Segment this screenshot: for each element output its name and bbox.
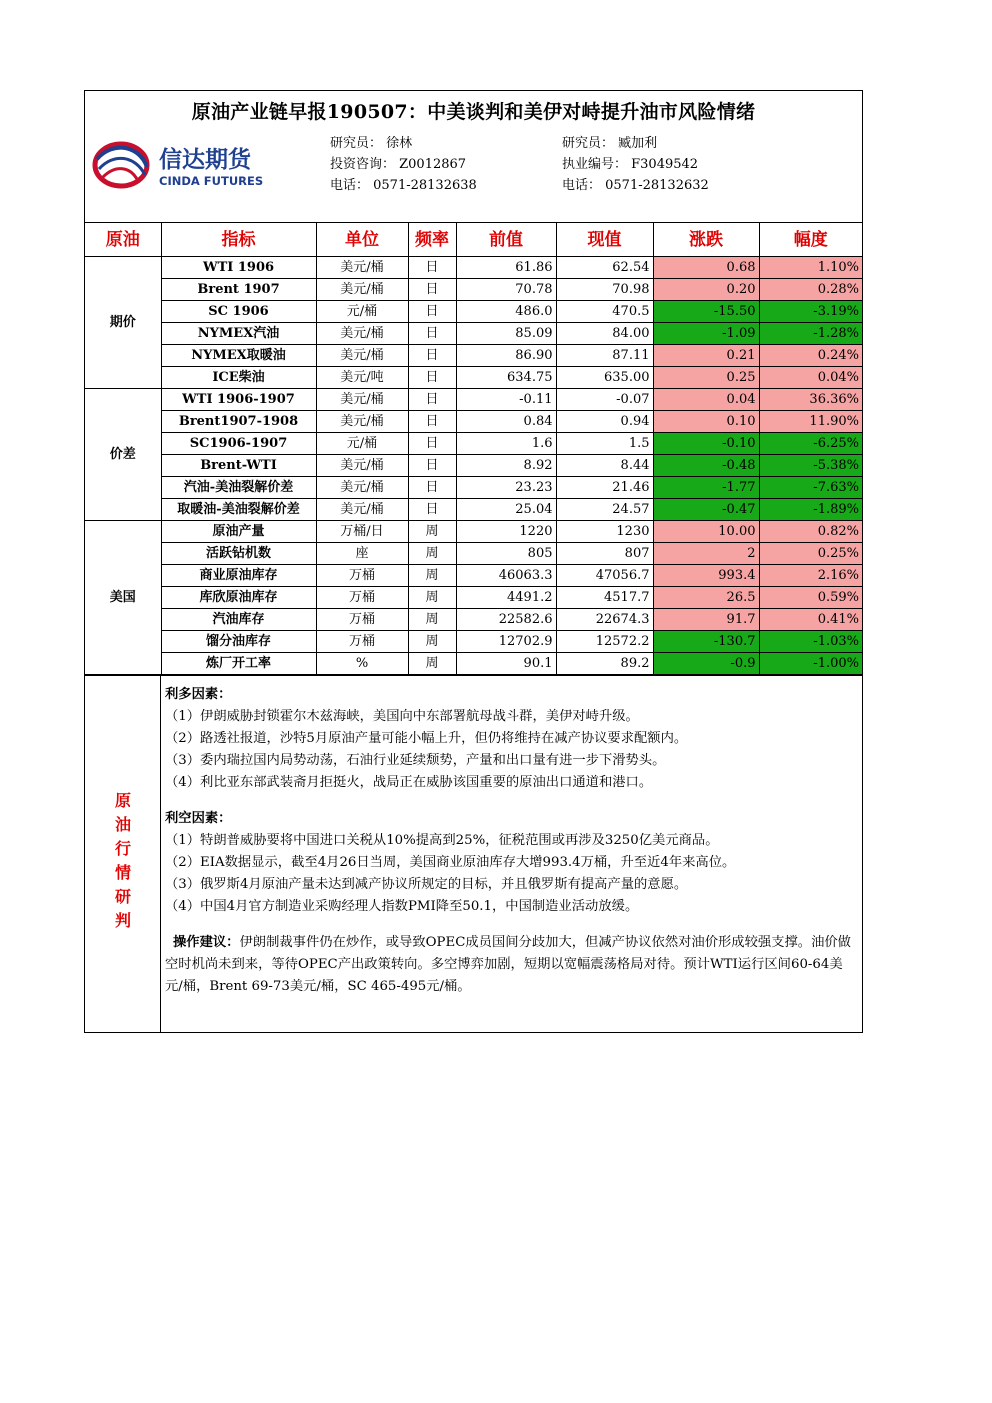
previous-value: 4491.2 [456,587,556,609]
change-percent: -1.03% [759,631,862,653]
change-value: 0.21 [653,345,759,367]
logo-text-en: CINDA FUTURES [159,174,264,188]
change-percent: 0.28% [759,279,862,301]
change-percent: -1.89% [759,499,862,521]
group-label: 期价 [85,257,161,389]
frequency-cell: 周 [408,609,456,631]
table-row [85,389,862,411]
table-row [85,477,862,499]
previous-value: 90.1 [456,653,556,675]
analysis-label: 原 油 行 情 研 判 [114,791,131,930]
current-value: 8.44 [556,455,653,477]
current-value: 70.98 [556,279,653,301]
change-percent: 0.82% [759,521,862,543]
analysis-body [165,684,860,998]
indicator-name: 活跃钻机数 [161,543,316,565]
column-header: 幅度 [759,223,862,257]
indicator-name: Brent1907-1908 [161,411,316,433]
table-row [85,499,862,521]
unit-cell: 万桶 [316,609,408,631]
bull-factors-title: 利多因素： [165,687,232,702]
trading-advice [165,932,860,998]
indicator-name: 库欣原油库存 [161,587,316,609]
unit-cell: 元/桶 [316,301,408,323]
unit-cell: 美元/桶 [316,279,408,301]
frequency-cell: 日 [408,411,456,433]
change-percent: -1.00% [759,653,862,675]
group-label: 价差 [85,389,161,521]
report-sheet [84,90,863,1033]
group-label: 美国 [85,521,161,675]
table-row [85,301,862,323]
indicator-name: 汽油库存 [161,609,316,631]
researcher-1-phone: 电话： 0571-28132638 [330,178,477,193]
table-row [85,433,862,455]
change-value: 10.00 [653,521,759,543]
trading-advice-text: 伊朗制裁事件仍在炒作，或导致OPEC成员国间分歧加大，但减产协议依然对油价形成较强支撑。油价做空时机尚未到来，等待OPEC产出政策转向。多空博弈加剧，短期以宽幅震荡格局对待。预计WTI运行区间60-64美元/桶，Brent 69-73美元/桶，SC 465-495元/桶。 [165,935,851,994]
unit-cell: 座 [316,543,408,565]
previous-value: 1220 [456,521,556,543]
change-percent: 0.04% [759,367,862,389]
previous-value: 12702.9 [456,631,556,653]
column-header: 原油 [85,223,161,257]
change-percent: 0.25% [759,543,862,565]
researcher-2-phone: 电话： 0571-28132632 [562,178,709,193]
indicator-name: NYMEX汽油 [161,323,316,345]
unit-cell: 美元/桶 [316,257,408,279]
researcher-2-contact [562,133,709,196]
table-row [85,323,862,345]
unit-cell: 美元/桶 [316,411,408,433]
bear-factor-2: （2）EIA数据显示，截至4月26日当周，美国商业原油库存大增993.4万桶，升至近4年来高位。 [165,855,736,870]
previous-value: 1.6 [456,433,556,455]
previous-value: 61.86 [456,257,556,279]
change-percent: -7.63% [759,477,862,499]
previous-value: 805 [456,543,556,565]
researcher-1-license: 投资咨询： Z0012867 [330,157,467,172]
unit-cell: 万桶 [316,587,408,609]
indicator-name: WTI 1906 [161,257,316,279]
change-percent: -3.19% [759,301,862,323]
indicator-name: WTI 1906-1907 [161,389,316,411]
change-percent: -1.28% [759,323,862,345]
change-percent: 0.59% [759,587,862,609]
report-title: 原油产业链早报190507：中美谈判和美伊对峙提升油市风险情绪 [191,101,756,123]
cinda-logo [91,137,281,193]
indicator-name: SC 1906 [161,301,316,323]
table-row [85,609,862,631]
table-row [85,653,862,675]
current-value: 87.11 [556,345,653,367]
frequency-cell: 日 [408,345,456,367]
indicator-name: SC1906-1907 [161,433,316,455]
change-value: 993.4 [653,565,759,587]
bear-factor-1: （1）特朗普威胁要将中国进口关税从10%提高到25%，征税范围或再涉及3250亿美元商品。 [165,833,719,848]
researcher-1-contact [330,133,477,196]
previous-value: 85.09 [456,323,556,345]
bear-factor-4: （4）中国4月官方制造业采购经理人指数PMI降至50.1，中国制造业活动放缓。 [165,899,639,914]
unit-cell: 美元/桶 [316,477,408,499]
frequency-cell: 日 [408,433,456,455]
current-value: 1.5 [556,433,653,455]
bull-factor-1: （1）伊朗威胁封锁霍尔木兹海峡，美国向中东部署航母战斗群，美伊对峙升级。 [165,709,639,724]
change-value: 91.7 [653,609,759,631]
change-value: 0.20 [653,279,759,301]
table-row [85,565,862,587]
change-percent: 1.10% [759,257,862,279]
unit-cell: 美元/桶 [316,323,408,345]
previous-value: 25.04 [456,499,556,521]
frequency-cell: 日 [408,323,456,345]
unit-cell: 美元/桶 [316,455,408,477]
unit-cell: 美元/桶 [316,499,408,521]
change-percent: 2.16% [759,565,862,587]
frequency-cell: 日 [408,301,456,323]
indicator-name: 原油产量 [161,521,316,543]
current-value: 807 [556,543,653,565]
current-value: 470.5 [556,301,653,323]
frequency-cell: 周 [408,543,456,565]
column-header: 现值 [556,223,653,257]
researcher-2-license: 执业编号： F3049542 [562,157,699,172]
previous-value: 70.78 [456,279,556,301]
indicator-name: 汽油-美油裂解价差 [161,477,316,499]
current-value: 4517.7 [556,587,653,609]
change-value: -0.9 [653,653,759,675]
frequency-cell: 周 [408,565,456,587]
table-row [85,587,862,609]
indicator-name: 商业原油库存 [161,565,316,587]
column-header: 前值 [456,223,556,257]
change-value: 0.68 [653,257,759,279]
change-percent: 36.36% [759,389,862,411]
frequency-cell: 日 [408,257,456,279]
frequency-cell: 周 [408,631,456,653]
bull-factor-4: （4）利比亚东部武装斋月拒挺火，战局正在威胁该国重要的原油出口通道和港口。 [165,775,653,790]
current-value: 84.00 [556,323,653,345]
previous-value: -0.11 [456,389,556,411]
indicator-name: ICE柴油 [161,367,316,389]
indicator-name: Brent-WTI [161,455,316,477]
previous-value: 22582.6 [456,609,556,631]
unit-cell: 美元/桶 [316,345,408,367]
column-header: 涨跌 [653,223,759,257]
current-value: 21.46 [556,477,653,499]
unit-cell: % [316,653,408,675]
table-row [85,345,862,367]
previous-value: 23.23 [456,477,556,499]
unit-cell: 万桶/日 [316,521,408,543]
indicator-name: NYMEX取暖油 [161,345,316,367]
frequency-cell: 日 [408,389,456,411]
column-header: 单位 [316,223,408,257]
current-value: 24.57 [556,499,653,521]
bull-factor-2: （2）路透社报道，沙特5月原油产量可能小幅上升，但仍将维持在减产协议要求配额内。 [165,731,688,746]
change-percent: -5.38% [759,455,862,477]
change-value: 0.04 [653,389,759,411]
table-row [85,631,862,653]
analysis-label-cell [85,676,161,1033]
change-percent: -6.25% [759,433,862,455]
table-row [85,411,862,433]
trading-advice-title: 操作建议： [173,935,240,950]
frequency-cell: 日 [408,279,456,301]
researcher-1-name: 研究员： 徐林 [330,136,413,151]
current-value: 62.54 [556,257,653,279]
current-value: -0.07 [556,389,653,411]
frequency-cell: 日 [408,477,456,499]
table-row [85,367,862,389]
change-value: 26.5 [653,587,759,609]
frequency-cell: 日 [408,499,456,521]
report-header [85,91,862,223]
current-value: 1230 [556,521,653,543]
table-header-row [85,223,862,257]
previous-value: 486.0 [456,301,556,323]
indicator-name: Brent 1907 [161,279,316,301]
bull-factor-3: （3）委内瑞拉国内局势动荡，石油行业延续颓势，产量和出口量有进一步下滑势头。 [165,753,666,768]
indicator-name: 炼厂开工率 [161,653,316,675]
change-value: -1.09 [653,323,759,345]
change-value: -1.77 [653,477,759,499]
table-row [85,521,862,543]
change-value: -130.7 [653,631,759,653]
frequency-cell: 周 [408,653,456,675]
previous-value: 634.75 [456,367,556,389]
current-value: 0.94 [556,411,653,433]
cinda-logo-mark-icon [95,144,147,186]
change-value: -15.50 [653,301,759,323]
change-value: -0.10 [653,433,759,455]
bear-factors-title: 利空因素： [165,811,232,826]
logo-text-cn: 信达期货 [159,147,251,173]
unit-cell: 万桶 [316,631,408,653]
change-value: 0.25 [653,367,759,389]
indicator-name: 馏分油库存 [161,631,316,653]
previous-value: 0.84 [456,411,556,433]
previous-value: 46063.3 [456,565,556,587]
analysis-section [85,675,862,1033]
change-value: 0.10 [653,411,759,433]
current-value: 89.2 [556,653,653,675]
unit-cell: 美元/桶 [316,389,408,411]
unit-cell: 美元/吨 [316,367,408,389]
change-value: -0.48 [653,455,759,477]
current-value: 635.00 [556,367,653,389]
frequency-cell: 日 [408,455,456,477]
table-row [85,455,862,477]
column-header: 指标 [161,223,316,257]
current-value: 22674.3 [556,609,653,631]
table-row [85,279,862,301]
table-row [85,257,862,279]
indicator-table [85,223,862,675]
previous-value: 86.90 [456,345,556,367]
current-value: 47056.7 [556,565,653,587]
indicator-name: 取暖油-美油裂解价差 [161,499,316,521]
unit-cell: 万桶 [316,565,408,587]
change-percent: 11.90% [759,411,862,433]
change-percent: 0.41% [759,609,862,631]
bear-factor-3: （3）俄罗斯4月原油产量未达到减产协议所规定的目标，并且俄罗斯有提高产量的意愿。 [165,877,688,892]
change-value: -0.47 [653,499,759,521]
frequency-cell: 周 [408,521,456,543]
change-percent: 0.24% [759,345,862,367]
change-value: 2 [653,543,759,565]
frequency-cell: 周 [408,587,456,609]
frequency-cell: 日 [408,367,456,389]
table-row [85,543,862,565]
unit-cell: 元/桶 [316,433,408,455]
current-value: 12572.2 [556,631,653,653]
researcher-2-name: 研究员： 臧加利 [562,136,658,151]
column-header: 频率 [408,223,456,257]
previous-value: 8.92 [456,455,556,477]
